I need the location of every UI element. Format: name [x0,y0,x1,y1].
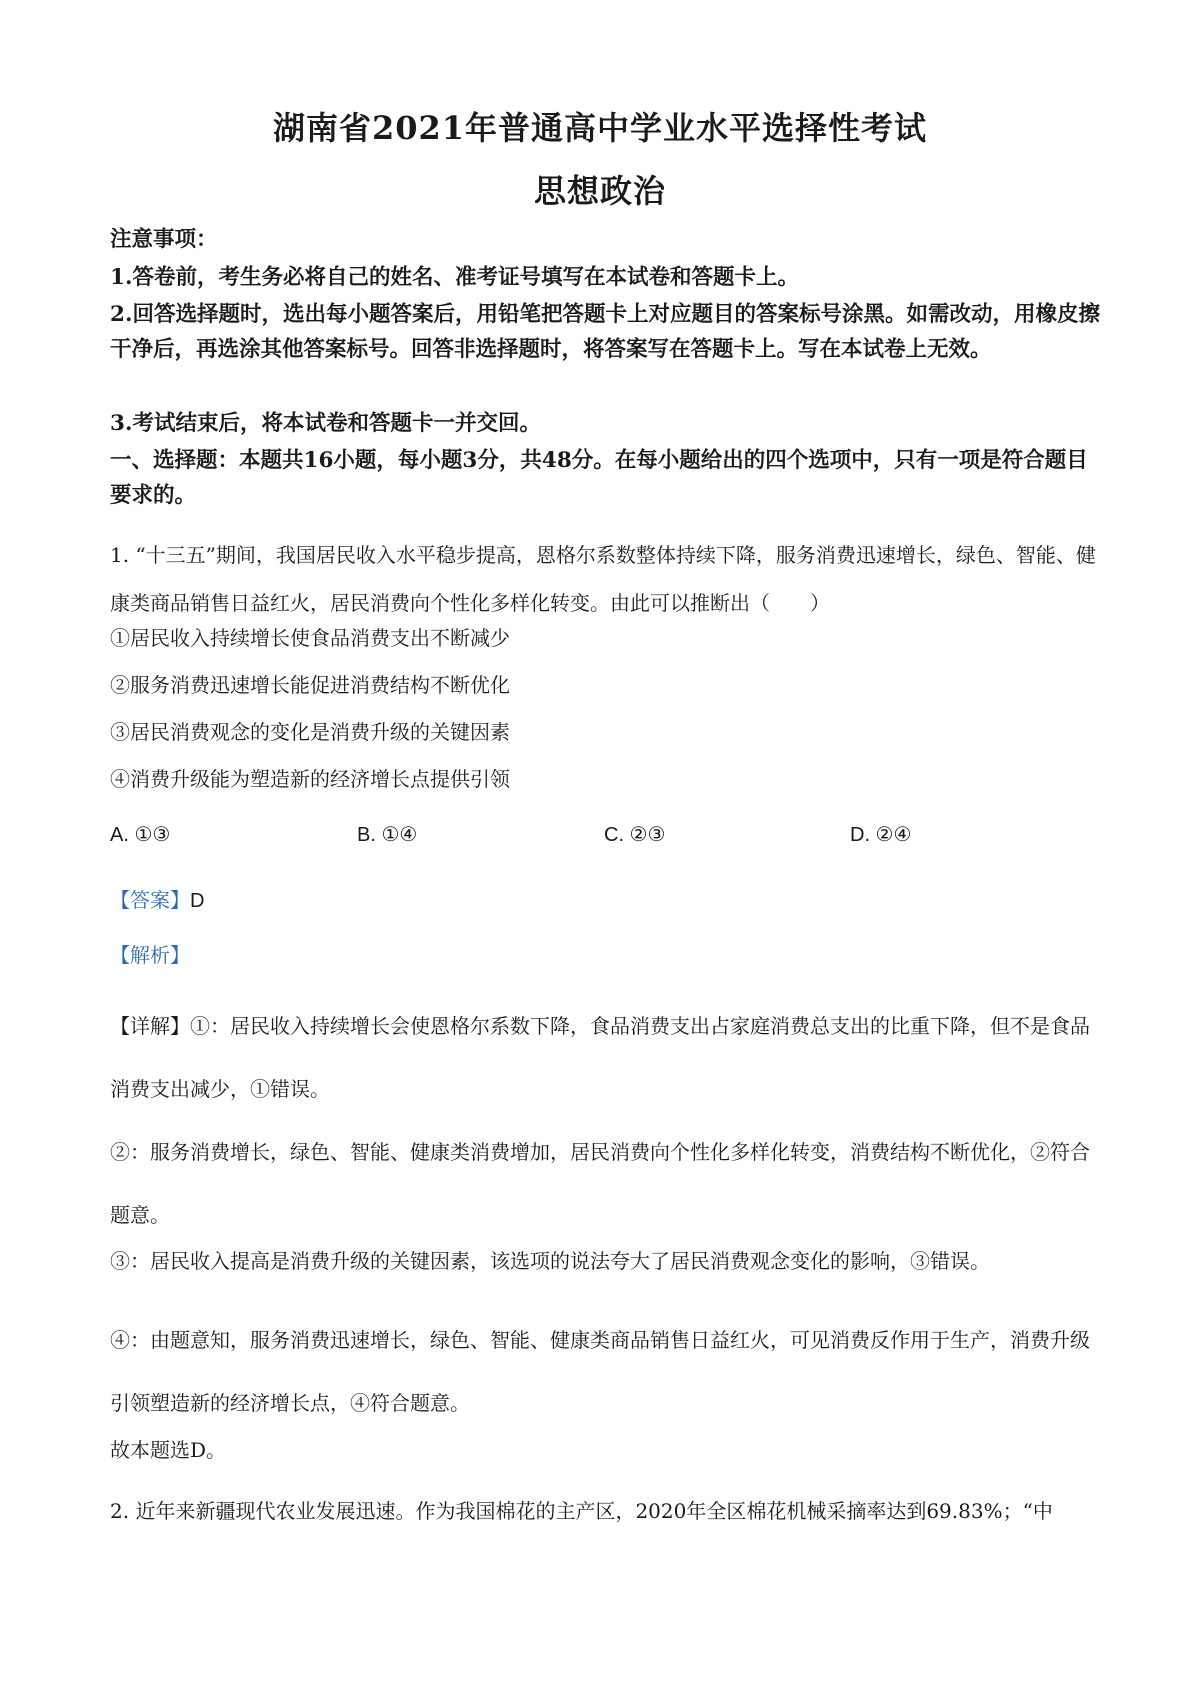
page-title: 湖南省2021年普通高中学业水平选择性考试 [272,109,928,147]
notice-item-1: 1.答卷前，考生务必将自己的姓名、准考证号填写在本试卷和答题卡上。 [110,265,799,290]
question-1-statement-3: ③居民消费观念的变化是消费升级的关键因素 [110,720,510,744]
analysis-line [110,941,190,969]
question-1-options [110,822,1100,852]
option-d: D. ②④ [850,824,912,846]
answer-value: D [190,890,205,912]
detail-paragraph-3: ③：居民收入提高是消费升级的关键因素，该选项的说法夸大了居民消费观念变化的影响，③错误。 [110,1249,990,1273]
detail-paragraph-1: 【详解】①：居民收入持续增长会使恩格尔系数下降，食品消费支出占家庭消费总支出的比重下降，但不是食品消费支出减少，①错误。 [110,1014,1090,1101]
question-1-statement-4: ④消费升级能为塑造新的经济增长点提供引领 [110,767,510,791]
detail-paragraph-4: ④：由题意知，服务消费迅速增长，绿色、智能、健康类商品销售日益红火，可见消费反作用于生产，消费升级引领塑造新的经济增长点，④符合题意。 [110,1328,1090,1415]
option-a: A. ①③ [110,824,171,846]
question-2-stem: 2. 近年来新疆现代农业发展迅速。作为我国棉花的主产区，2020年全区棉花机械采摘率达到69.83%；“中 [110,1499,1053,1523]
notice-heading: 注意事项： [110,227,218,252]
answer-label: 【答案】 [110,888,190,912]
answer-line [110,886,204,915]
question-1-statement-1: ①居民收入持续增长使食品消费支出不断减少 [110,626,510,650]
option-b: B. ①④ [357,824,418,846]
conclusion: 故本题选D。 [110,1438,227,1462]
section-heading: 一、选择题：本题共16小题，每小题3分，共48分。在每小题给出的四个选项中，只有一项是符合题目要求的。 [110,448,1088,508]
analysis-label: 【解析】 [110,943,190,967]
notice-item-2: 2.回答选择题时，选出每小题答案后，用铅笔把答题卡上对应题目的答案标号涂黑。如需改动，用橡皮擦干净后，再选涂其他答案标号。回答非选择题时，将答案写在答题卡上。写在本试卷上无效。 [110,302,1100,362]
notice-item-3: 3.考试结束后，将本试卷和答题卡一并交回。 [110,411,541,436]
option-c: C. ②③ [604,824,666,846]
subject-title: 思想政治 [533,172,666,210]
question-1-statement-2: ②服务消费迅速增长能促进消费结构不断优化 [110,673,510,697]
question-1-stem: 1. “十三五”期间，我国居民收入水平稳步提高，恩格尔系数整体持续下降，服务消费迅速增长，绿色、智能、健康类商品销售日益红火，居民消费向个性化多样化转变。由此可以推断出（ ） [110,543,1096,615]
detail-paragraph-2: ②：服务消费增长，绿色、智能、健康类消费增加，居民消费向个性化多样化转变，消费结构不断优化，②符合题意。 [110,1140,1090,1227]
